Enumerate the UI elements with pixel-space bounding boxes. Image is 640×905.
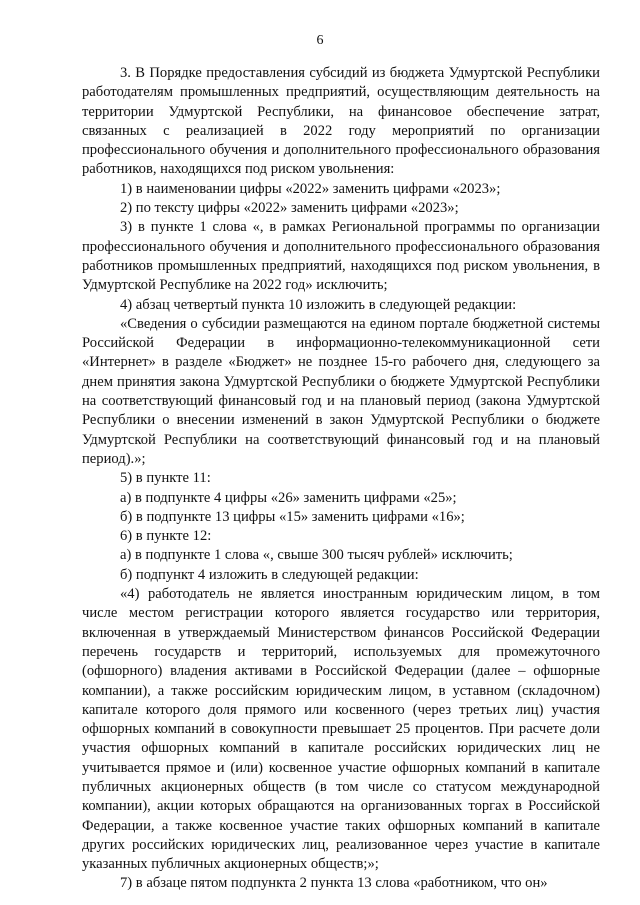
paragraph-item-5a: а) в подпункте 4 цифры «26» заменить цифрами «25»; [120, 489, 457, 506]
paragraph-item-2: 2) по тексту цифры «2022» заменить цифрами «2023»; [120, 200, 459, 217]
paragraph-item-7: 7) в абзаце пятом подпункта 2 пункта 13 слова «работником, что он» [120, 875, 548, 892]
paragraph-quote-offshore: «4) работодатель не является иностранным юридическим лицом, в том числе местом регистрации которого является государство или территория, включенная в утверждаемый Министерством финансов Российской Федерации перечень государств и территорий, используемых для промежуточного (офшорного) владения активами в Российской Федерации (далее – офшорные компании), а также российским юридическим лицом, в уставном (складочном) капитале которого доля прямого или косвенного (через третьих лиц) участия офшорных компаний в совокупности превышает 25 процентов. При расчете доли участия офшорных компаний в капитале российских юридических лиц не учитывается прямое и (или) косвенное участие офшорных компаний в капитале публичных акционерных обществ (в том числе со статусом международной компании), акции которых обращаются на организованных торгах в Российской Федерации, а также косвенное участие таких офшорных компаний в капитале других российских юридических лиц, реализованное через участие в капитале указанных публичных акционерных обществ;»; [82, 586, 600, 873]
page-number: 6 [316, 33, 324, 48]
paragraph-intro: 3. В Порядке предоставления субсидий из бюджета Удмуртской Республики работодателям промышленных предприятий, осуществляющим деятельность на территории Удмуртской Республики, на финансовое обеспечение затрат, связанных с реализацией в 2022 году мероприятий по организации профессионального обучения и дополнительного профессионального образования работников, находящихся под риском увольнения: [82, 65, 600, 178]
paragraph-item-6a: а) в подпункте 1 слова «, свыше 300 тысяч рублей» исключить; [120, 547, 513, 564]
paragraph-item-5: 5) в пункте 11: [120, 470, 211, 487]
paragraph-item-1: 1) в наименовании цифры «2022» заменить цифрами «2023»; [120, 180, 501, 197]
document-body [82, 64, 600, 894]
paragraph-item-3: 3) в пункте 1 слова «, в рамках Региональной программы по организации профессионального обучения и дополнительного профессионального образования работников промышленных предприятий, находящихся под риском увольнения, в Удмуртской Республике на 2022 год» исключить; [82, 219, 600, 294]
paragraph-item-6b: б) подпункт 4 изложить в следующей редакции: [120, 566, 419, 583]
paragraph-item-4: 4) абзац четвертый пункта 10 изложить в следующей редакции: [120, 296, 517, 313]
paragraph-item-5b: б) в подпункте 13 цифры «15» заменить цифрами «16»; [120, 508, 465, 525]
paragraph-quote-subsidy-info: «Сведения о субсидии размещаются на едином портале бюджетной системы Российской Федерации в информационно-телекоммуникационной сети «Интернет» в разделе «Бюджет» не позднее 15-го рабочего дня, следующего за днем принятия закона Удмуртской Республики о бюджете Удмуртской Республики на соответствующий финансовый год и на плановый период (закона Удмуртской Республики о внесении изменений в закон Удмуртской Республики о бюджете Удмуртской Республики на соответствующий финансовый год и на плановый период).»; [82, 315, 600, 467]
paragraph-item-6: 6) в пункте 12: [120, 528, 212, 545]
